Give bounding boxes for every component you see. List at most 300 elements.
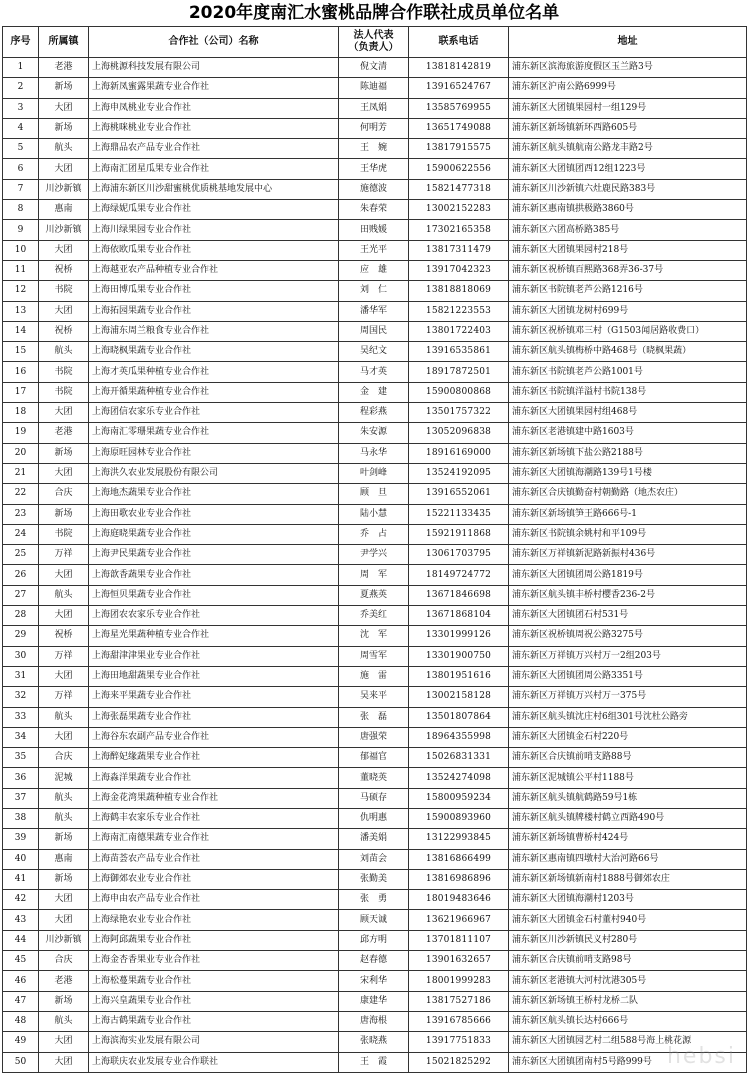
cell-phone: 15921911868 (409, 524, 509, 544)
cell-address: 浦东新区新场镇下盐公路2188号 (509, 443, 747, 463)
cell-no: 37 (3, 788, 39, 808)
cell-coop-name: 上海兴皇蔬果专业合作社 (89, 991, 339, 1011)
col-header-address: 地址 (509, 27, 747, 58)
cell-representative: 乔 占 (339, 524, 409, 544)
cell-town: 祝桥 (39, 626, 89, 646)
table-row (3, 98, 747, 118)
cell-representative: 刘苗会 (339, 849, 409, 869)
cell-coop-name: 上海申由农产品专业合作社 (89, 890, 339, 910)
cell-coop-name: 上海绿妮瓜果专业合作社 (89, 200, 339, 220)
cell-town: 大团 (39, 565, 89, 585)
cell-representative: 马永华 (339, 443, 409, 463)
cell-coop-name: 上海原旺园林专业合作社 (89, 443, 339, 463)
cell-coop-name: 上海古鹤果蔬专业合作社 (89, 1011, 339, 1031)
cell-town: 泥城 (39, 768, 89, 788)
table-row (3, 808, 747, 828)
cell-address: 浦东新区航头镇沈庄村6组301号沈杜公路旁 (509, 707, 747, 727)
cell-no: 48 (3, 1011, 39, 1031)
cell-coop-name: 上海桃源科技发展有限公司 (89, 58, 339, 78)
cell-address: 浦东新区合庆镇前哨支路98号 (509, 951, 747, 971)
cell-no: 10 (3, 240, 39, 260)
cell-representative: 金 建 (339, 382, 409, 402)
cell-coop-name: 上海苗荟农产品专业合作社 (89, 849, 339, 869)
cell-no: 26 (3, 565, 39, 585)
table-row (3, 991, 747, 1011)
cell-coop-name: 上海团农农家乐专业合作社 (89, 606, 339, 626)
table-row (3, 504, 747, 524)
cell-phone: 18917872501 (409, 362, 509, 382)
cell-phone: 18149724772 (409, 565, 509, 585)
cell-phone: 13917751833 (409, 1032, 509, 1052)
cell-address: 浦东新区航头镇航南公路龙丰路2号 (509, 139, 747, 159)
cell-phone: 13917042323 (409, 260, 509, 280)
cell-address: 浦东新区惠南镇拱极路3860号 (509, 200, 747, 220)
cell-coop-name: 上海滨海实业发展有限公司 (89, 1032, 339, 1052)
cell-coop-name: 上海洪久农业发展股份有限公司 (89, 463, 339, 483)
cell-address: 浦东新区航头镇牌楼村鹤立西路490号 (509, 808, 747, 828)
cell-representative: 周 军 (339, 565, 409, 585)
cell-phone: 17302165358 (409, 220, 509, 240)
cell-coop-name: 上海张磊果蔬专业合作社 (89, 707, 339, 727)
cell-representative: 仇明惠 (339, 808, 409, 828)
cell-no: 41 (3, 869, 39, 889)
cell-representative: 周雪军 (339, 646, 409, 666)
cell-town: 新场 (39, 869, 89, 889)
cell-town: 大团 (39, 240, 89, 260)
col-header-coop: 合作社（公司）名称 (89, 27, 339, 58)
cell-phone: 13817527186 (409, 991, 509, 1011)
cell-representative: 董晓英 (339, 768, 409, 788)
cell-town: 祝桥 (39, 260, 89, 280)
cell-no: 46 (3, 971, 39, 991)
cell-representative: 王光平 (339, 240, 409, 260)
table-row (3, 707, 747, 727)
table-row (3, 606, 747, 626)
cell-phone: 15821223553 (409, 301, 509, 321)
cell-coop-name: 上海庭晓果蔬专业合作社 (89, 524, 339, 544)
cell-address: 浦东新区大团镇龙树村699号 (509, 301, 747, 321)
cell-representative: 潘华军 (339, 301, 409, 321)
cell-phone: 13816986896 (409, 869, 509, 889)
cell-address: 浦东新区大团镇果园村一组129号 (509, 98, 747, 118)
cell-representative: 张晓燕 (339, 1032, 409, 1052)
cell-town: 航头 (39, 342, 89, 362)
cell-phone: 13621966967 (409, 910, 509, 930)
cell-coop-name: 上海开循果蔬种植专业合作社 (89, 382, 339, 402)
cell-coop-name: 上海甜津津果业专业合作社 (89, 646, 339, 666)
table-row (3, 382, 747, 402)
cell-address: 浦东新区川沙新镇民义村280号 (509, 930, 747, 950)
cell-coop-name: 上海鼎品农产品专业合作社 (89, 139, 339, 159)
cell-town: 书院 (39, 281, 89, 301)
cell-phone: 13585769955 (409, 98, 509, 118)
cell-address: 浦东新区大团镇海潮路139号1号楼 (509, 463, 747, 483)
cell-address: 浦东新区航头镇航鹤路59号1栋 (509, 788, 747, 808)
cell-town: 新场 (39, 118, 89, 138)
table-row (3, 240, 747, 260)
cell-phone: 13916535861 (409, 342, 509, 362)
cell-address: 浦东新区大团镇团周公路1819号 (509, 565, 747, 585)
cell-address: 浦东新区祝桥镇周祝公路3275号 (509, 626, 747, 646)
table-row (3, 849, 747, 869)
table-row (3, 971, 747, 991)
cell-town: 祝桥 (39, 321, 89, 341)
cell-no: 11 (3, 260, 39, 280)
cell-representative: 王 婉 (339, 139, 409, 159)
member-roster-table (2, 26, 747, 1073)
cell-phone: 15221133435 (409, 504, 509, 524)
cell-address: 浦东新区新场镇曹桥村424号 (509, 829, 747, 849)
cell-coop-name: 上海醉妃缘蔬果专业合作社 (89, 748, 339, 768)
cell-representative: 张勤美 (339, 869, 409, 889)
table-row (3, 1052, 747, 1072)
cell-phone: 13524192095 (409, 463, 509, 483)
table-row (3, 565, 747, 585)
cell-representative: 唐海根 (339, 1011, 409, 1031)
cell-coop-name: 上海拓园果蔬专业合作社 (89, 301, 339, 321)
header-row (3, 27, 747, 58)
cell-no: 23 (3, 504, 39, 524)
cell-address: 浦东新区老港镇建中路1603号 (509, 423, 747, 443)
cell-town: 万祥 (39, 545, 89, 565)
cell-phone: 15821477318 (409, 179, 509, 199)
table-row (3, 626, 747, 646)
cell-coop-name: 上海南汇零珊果蔬专业合作社 (89, 423, 339, 443)
cell-no: 30 (3, 646, 39, 666)
cell-no: 45 (3, 951, 39, 971)
cell-address: 浦东新区新场镇笋王路666号-1 (509, 504, 747, 524)
cell-phone: 13801951616 (409, 666, 509, 686)
cell-representative: 康建华 (339, 991, 409, 1011)
cell-coop-name: 上海南汇团星瓜果专业合作社 (89, 159, 339, 179)
cell-coop-name: 上海绿艳农业专业合作社 (89, 910, 339, 930)
cell-no: 50 (3, 1052, 39, 1072)
cell-no: 28 (3, 606, 39, 626)
col-header-rep (339, 27, 409, 58)
cell-town: 合庆 (39, 951, 89, 971)
cell-phone: 13901632657 (409, 951, 509, 971)
cell-no: 12 (3, 281, 39, 301)
cell-representative: 刘 仁 (339, 281, 409, 301)
cell-no: 8 (3, 200, 39, 220)
col-header-no: 序号 (3, 27, 39, 58)
table-row (3, 118, 747, 138)
cell-phone: 15900622556 (409, 159, 509, 179)
cell-address: 浦东新区大团镇团西12组1223号 (509, 159, 747, 179)
cell-representative: 张 磊 (339, 707, 409, 727)
cell-address: 浦东新区航头镇梅桥中路468号（晓枫果蔬） (509, 342, 747, 362)
cell-no: 21 (3, 463, 39, 483)
cell-no: 36 (3, 768, 39, 788)
cell-no: 29 (3, 626, 39, 646)
cell-address: 浦东新区滨海旅游度假区玉兰路3号 (509, 58, 747, 78)
cell-town: 航头 (39, 585, 89, 605)
cell-representative: 马硕存 (339, 788, 409, 808)
cell-no: 14 (3, 321, 39, 341)
cell-address: 浦东新区大团镇团南村5号路999号 (509, 1052, 747, 1072)
cell-no: 17 (3, 382, 39, 402)
cell-no: 16 (3, 362, 39, 382)
table-row (3, 930, 747, 950)
cell-town: 大团 (39, 98, 89, 118)
table-row (3, 1011, 747, 1031)
cell-phone: 15026831331 (409, 748, 509, 768)
table-row (3, 768, 747, 788)
cell-no: 3 (3, 98, 39, 118)
cell-address: 浦东新区惠南镇四墩村大治河路66号 (509, 849, 747, 869)
table-row (3, 321, 747, 341)
table-row (3, 727, 747, 747)
cell-town: 新场 (39, 991, 89, 1011)
table-row (3, 585, 747, 605)
cell-coop-name: 上海田歌农业专业合作社 (89, 504, 339, 524)
table-row (3, 58, 747, 78)
table-row (3, 159, 747, 179)
cell-coop-name: 上海来平果蔬专业合作社 (89, 687, 339, 707)
cell-no: 5 (3, 139, 39, 159)
cell-town: 大团 (39, 159, 89, 179)
cell-town: 大团 (39, 727, 89, 747)
cell-representative: 陆小慧 (339, 504, 409, 524)
cell-no: 22 (3, 484, 39, 504)
cell-phone: 13002158128 (409, 687, 509, 707)
page-title: 2020年度南汇水蜜桃品牌合作联社成员单位名单 (188, 3, 560, 23)
cell-representative: 吴来平 (339, 687, 409, 707)
cell-representative: 王凤娟 (339, 98, 409, 118)
cell-town: 川沙新镇 (39, 930, 89, 950)
cell-representative: 马才英 (339, 362, 409, 382)
cell-coop-name: 上海歆香蔬果专业合作社 (89, 565, 339, 585)
cell-coop-name: 上海恒贝果蔬专业合作社 (89, 585, 339, 605)
cell-no: 39 (3, 829, 39, 849)
col-header-town: 所属镇 (39, 27, 89, 58)
table-header (3, 27, 747, 58)
cell-no: 42 (3, 890, 39, 910)
cell-phone: 18964355998 (409, 727, 509, 747)
cell-coop-name: 上海谷东农副产品专业合作社 (89, 727, 339, 747)
cell-phone: 13061703795 (409, 545, 509, 565)
cell-address: 浦东新区大团镇团石村531号 (509, 606, 747, 626)
cell-coop-name: 上海川绿果园专业合作社 (89, 220, 339, 240)
cell-phone: 13651749088 (409, 118, 509, 138)
cell-representative: 施德波 (339, 179, 409, 199)
cell-phone: 13817915575 (409, 139, 509, 159)
cell-representative: 尹学兴 (339, 545, 409, 565)
cell-representative: 夏燕英 (339, 585, 409, 605)
cell-town: 老港 (39, 423, 89, 443)
cell-coop-name: 上海才英瓜果种植专业合作社 (89, 362, 339, 382)
cell-town: 航头 (39, 139, 89, 159)
cell-representative: 何明芳 (339, 118, 409, 138)
cell-coop-name: 上海越亚农产品种植专业合作社 (89, 260, 339, 280)
table-row (3, 403, 747, 423)
cell-representative: 陈迪福 (339, 78, 409, 98)
cell-coop-name: 上海团信农家乐专业合作社 (89, 403, 339, 423)
cell-no: 49 (3, 1032, 39, 1052)
cell-phone: 13301999126 (409, 626, 509, 646)
cell-representative: 朱安源 (339, 423, 409, 443)
cell-no: 13 (3, 301, 39, 321)
cell-phone: 15900893960 (409, 808, 509, 828)
cell-address: 浦东新区万祥镇万兴村万一375号 (509, 687, 747, 707)
cell-phone: 13052096838 (409, 423, 509, 443)
cell-town: 书院 (39, 382, 89, 402)
cell-town: 航头 (39, 707, 89, 727)
cell-phone: 13701811107 (409, 930, 509, 950)
table-row (3, 687, 747, 707)
cell-town: 航头 (39, 1011, 89, 1031)
cell-phone: 13671846698 (409, 585, 509, 605)
cell-coop-name: 上海联庆农业发展专业合作联社 (89, 1052, 339, 1072)
cell-address: 浦东新区航头镇丰桥村樱香236-2号 (509, 585, 747, 605)
cell-coop-name: 上海南汇南德果蔬专业合作社 (89, 829, 339, 849)
cell-representative: 倪文清 (339, 58, 409, 78)
cell-address: 浦东新区万祥镇新泥路新振村436号 (509, 545, 747, 565)
cell-phone: 13301900750 (409, 646, 509, 666)
cell-town: 大团 (39, 606, 89, 626)
cell-phone: 13801722403 (409, 321, 509, 341)
cell-town: 大团 (39, 666, 89, 686)
cell-no: 35 (3, 748, 39, 768)
cell-address: 浦东新区大团镇果园村组468号 (509, 403, 747, 423)
table-row (3, 484, 747, 504)
cell-address: 浦东新区泥城镇公平村1188号 (509, 768, 747, 788)
cell-address: 浦东新区万祥镇万兴村万一2组203号 (509, 646, 747, 666)
cell-no: 4 (3, 118, 39, 138)
table-row (3, 179, 747, 199)
cell-no: 34 (3, 727, 39, 747)
cell-no: 19 (3, 423, 39, 443)
cell-coop-name: 上海桃咪桃业专业合作社 (89, 118, 339, 138)
cell-representative: 朱春荣 (339, 200, 409, 220)
cell-town: 惠南 (39, 200, 89, 220)
cell-phone: 18001999283 (409, 971, 509, 991)
cell-coop-name: 上海御郊农业专业合作社 (89, 869, 339, 889)
table-row (3, 910, 747, 930)
cell-town: 合庆 (39, 748, 89, 768)
cell-representative: 王华虎 (339, 159, 409, 179)
cell-town: 川沙新镇 (39, 220, 89, 240)
cell-town: 书院 (39, 524, 89, 544)
cell-address: 浦东新区新场镇王桥村龙桥二队 (509, 991, 747, 1011)
cell-representative: 沈 军 (339, 626, 409, 646)
cell-no: 2 (3, 78, 39, 98)
cell-representative: 郁福官 (339, 748, 409, 768)
cell-town: 川沙新镇 (39, 179, 89, 199)
cell-phone: 13916552061 (409, 484, 509, 504)
cell-address: 浦东新区新场镇新环西路605号 (509, 118, 747, 138)
cell-representative: 应 雄 (339, 260, 409, 280)
cell-coop-name: 上海依欧瓜果专业合作社 (89, 240, 339, 260)
cell-phone: 13002152283 (409, 200, 509, 220)
cell-no: 31 (3, 666, 39, 686)
table-row (3, 301, 747, 321)
cell-representative: 宋利华 (339, 971, 409, 991)
table-row (3, 78, 747, 98)
table-row (3, 951, 747, 971)
cell-representative: 潘美娟 (339, 829, 409, 849)
cell-no: 32 (3, 687, 39, 707)
cell-coop-name: 上海晓枫果蔬专业合作社 (89, 342, 339, 362)
cell-town: 新场 (39, 443, 89, 463)
cell-town: 大团 (39, 301, 89, 321)
cell-representative: 赵春德 (339, 951, 409, 971)
cell-representative: 周国民 (339, 321, 409, 341)
cell-coop-name: 上海鹤丰农家乐专业合作社 (89, 808, 339, 828)
cell-address: 浦东新区沪南公路6999号 (509, 78, 747, 98)
cell-address: 浦东新区大团镇金石村220号 (509, 727, 747, 747)
cell-town: 大团 (39, 890, 89, 910)
cell-no: 9 (3, 220, 39, 240)
cell-no: 25 (3, 545, 39, 565)
cell-coop-name: 上海新凤蜜露果蔬专业合作社 (89, 78, 339, 98)
cell-no: 6 (3, 159, 39, 179)
cell-coop-name: 上海田博瓜果专业合作社 (89, 281, 339, 301)
table-row (3, 1032, 747, 1052)
cell-town: 合庆 (39, 484, 89, 504)
cell-town: 大团 (39, 463, 89, 483)
cell-address: 浦东新区大团镇果园村218号 (509, 240, 747, 260)
cell-representative: 邱方明 (339, 930, 409, 950)
cell-no: 20 (3, 443, 39, 463)
cell-no: 33 (3, 707, 39, 727)
table-row (3, 423, 747, 443)
cell-town: 新场 (39, 829, 89, 849)
table-body (3, 58, 747, 1073)
cell-no: 18 (3, 403, 39, 423)
cell-town: 大团 (39, 1052, 89, 1072)
cell-coop-name: 上海田地甜蔬果专业合作社 (89, 666, 339, 686)
cell-town: 新场 (39, 504, 89, 524)
cell-address: 浦东新区祝桥镇邓三村（G1503闻居路收费口） (509, 321, 747, 341)
cell-phone: 13916524767 (409, 78, 509, 98)
cell-coop-name: 上海星光果蔬种植专业合作社 (89, 626, 339, 646)
col-header-phone: 联系电话 (409, 27, 509, 58)
cell-phone: 13122993845 (409, 829, 509, 849)
cell-representative: 唐强荣 (339, 727, 409, 747)
cell-no: 24 (3, 524, 39, 544)
cell-no: 44 (3, 930, 39, 950)
cell-town: 惠南 (39, 849, 89, 869)
cell-address: 浦东新区大团镇园艺村二组588号海上桃花源 (509, 1032, 747, 1052)
table-row (3, 200, 747, 220)
cell-town: 老港 (39, 58, 89, 78)
cell-phone: 13818818069 (409, 281, 509, 301)
cell-address: 浦东新区新场镇新南村1888号御郊农庄 (509, 869, 747, 889)
cell-address: 浦东新区祝桥镇百熙路368弄36-37号 (509, 260, 747, 280)
cell-address: 浦东新区合庆镇勤奋村朝勤路（地杰农庄） (509, 484, 747, 504)
cell-representative: 施 雷 (339, 666, 409, 686)
cell-address: 浦东新区书院镇洋溢村书院138号 (509, 382, 747, 402)
cell-town: 书院 (39, 362, 89, 382)
cell-phone: 15021825292 (409, 1052, 509, 1072)
cell-no: 1 (3, 58, 39, 78)
table-row (3, 281, 747, 301)
cell-no: 47 (3, 991, 39, 1011)
cell-phone: 15900800868 (409, 382, 509, 402)
cell-town: 航头 (39, 788, 89, 808)
cell-address: 浦东新区大团镇团周公路3351号 (509, 666, 747, 686)
cell-phone: 13816866499 (409, 849, 509, 869)
cell-representative: 乔美红 (339, 606, 409, 626)
table-row (3, 869, 747, 889)
table-row (3, 829, 747, 849)
col-header-rep-line1: 法人代表 (353, 30, 394, 41)
cell-representative: 张 勇 (339, 890, 409, 910)
cell-representative: 顾天诚 (339, 910, 409, 930)
cell-address: 浦东新区航头镇长达村666号 (509, 1011, 747, 1031)
table-row (3, 646, 747, 666)
